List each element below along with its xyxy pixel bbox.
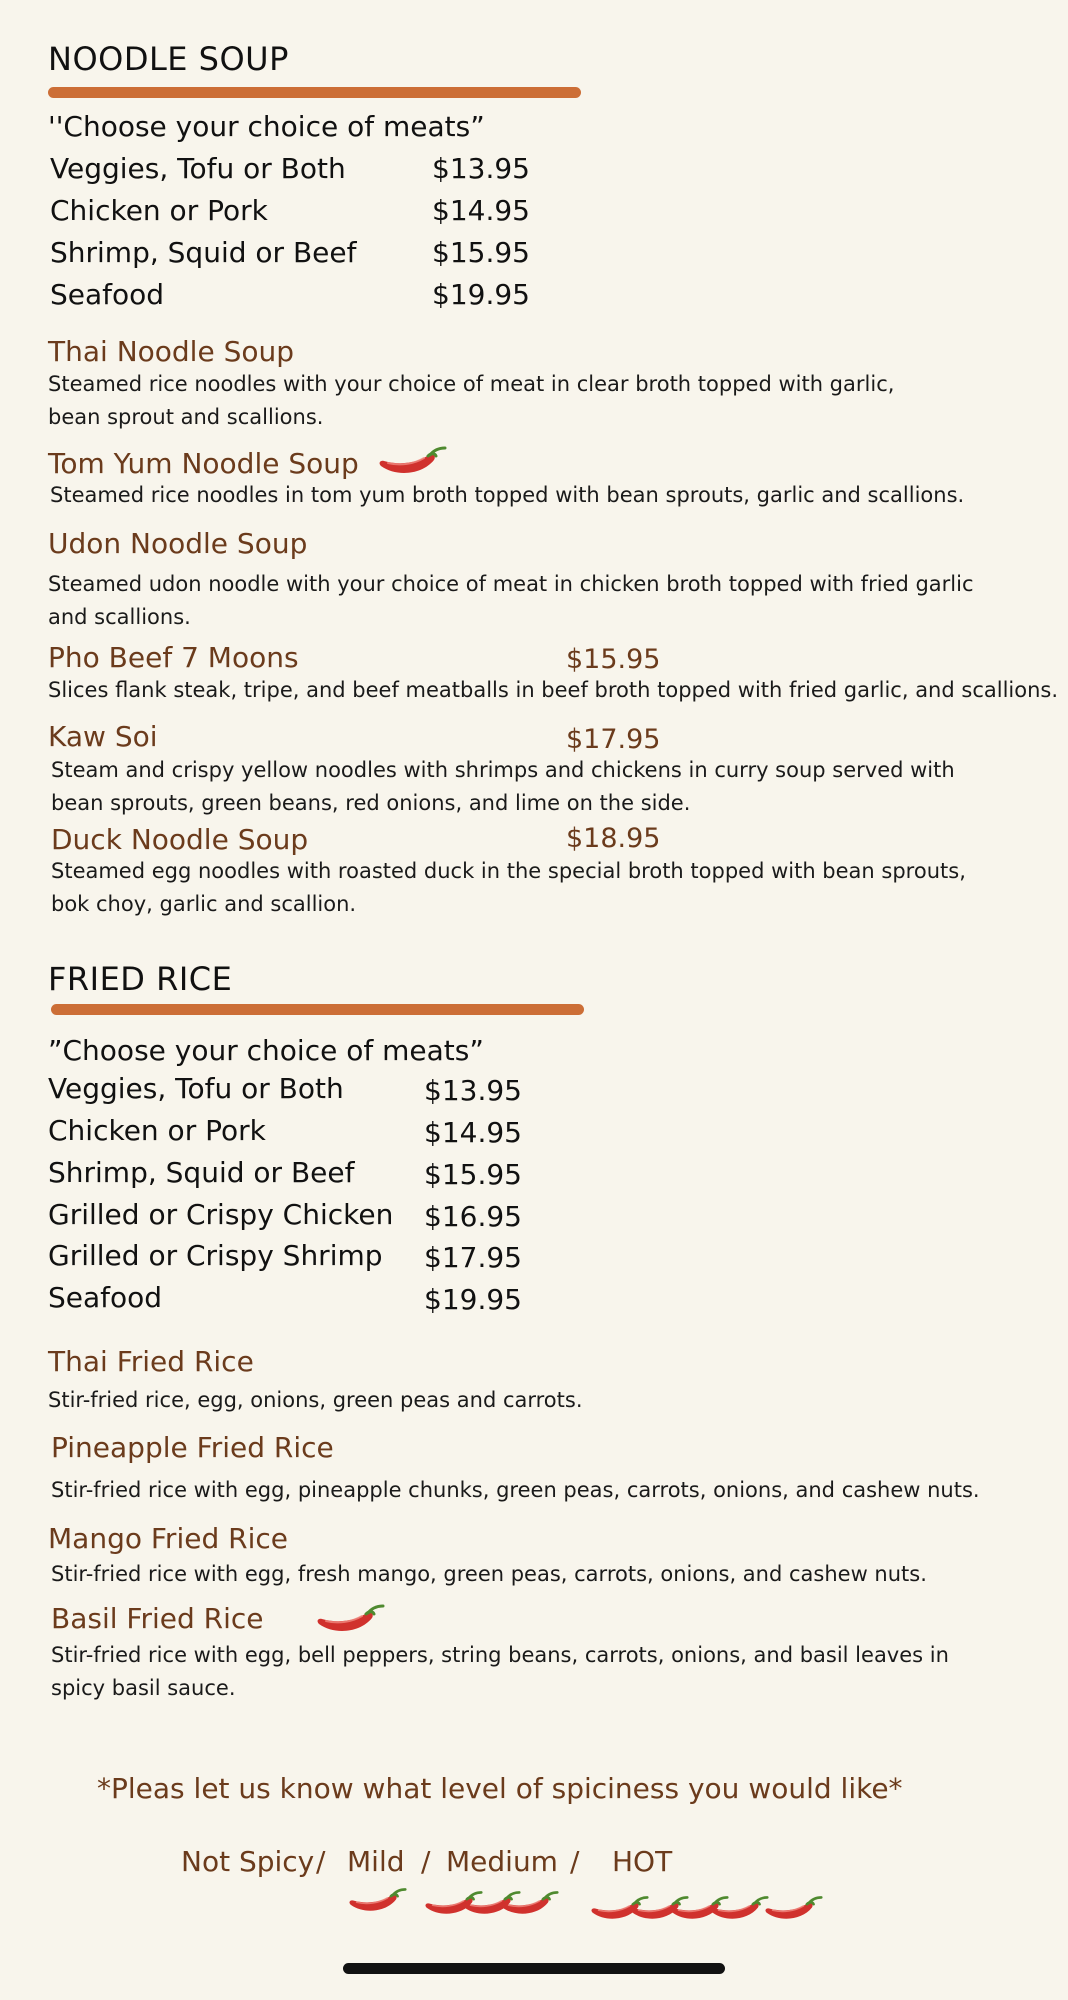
- dish-name-thai-noodle-soup: Thai Noodle Soup: [48, 335, 294, 368]
- meat-option-label: Veggies, Tofu or Both: [50, 152, 346, 185]
- chili-pepper-icon: [348, 1886, 408, 1915]
- meat-option-price: $19.95: [432, 278, 530, 311]
- meat-option-price: $17.95: [424, 1241, 522, 1274]
- home-indicator[interactable]: [343, 1963, 725, 1974]
- meat-option-price: $15.95: [424, 1158, 522, 1191]
- dish-price: $15.95: [566, 644, 661, 675]
- spice-level-separator: /: [570, 1845, 580, 1878]
- chili-pepper-icon: [316, 1602, 386, 1636]
- noodle-soup-section-title: NOODLE SOUP: [48, 40, 289, 78]
- dish-name-pho-beef-7-moons: Pho Beef 7 Moons: [48, 641, 299, 674]
- chili-pepper-icon: [500, 1889, 560, 1918]
- section-divider: [48, 87, 581, 98]
- meat-option-label: Shrimp, Squid or Beef: [48, 1156, 355, 1189]
- meat-option-price: $13.95: [424, 1074, 522, 1107]
- noodle-soup-intro: ''Choose your choice of meats”: [48, 110, 485, 143]
- dish-description: Steamed rice noodles in tom yum broth topped with bean sprouts, garlic and scallions.: [50, 483, 965, 507]
- chili-pepper-icon: [710, 1894, 770, 1923]
- dish-name-basil-fried-rice: Basil Fried Rice: [51, 1602, 264, 1635]
- chili-pepper-icon: [378, 444, 448, 478]
- dish-description: Stir-fried rice, egg, onions, green peas and carrots.: [48, 1388, 583, 1412]
- meat-option-label: Chicken or Pork: [50, 194, 268, 227]
- dish-name-pineapple-fried-rice: Pineapple Fried Rice: [51, 1431, 334, 1464]
- spice-level-not-spicy: Not Spicy: [181, 1845, 315, 1878]
- fried-rice-intro: ”Choose your choice of meats”: [48, 1034, 484, 1067]
- dish-price: $17.95: [566, 724, 661, 755]
- meat-option-price: $19.95: [424, 1283, 522, 1316]
- meat-option-price: $14.95: [424, 1116, 522, 1149]
- meat-option-label: Chicken or Pork: [48, 1114, 266, 1147]
- dish-name-mango-fried-rice: Mango Fried Rice: [48, 1522, 288, 1555]
- spiciness-note: *Pleas let us know what level of spiciness you would like*: [97, 1772, 903, 1805]
- dish-description: Steamed egg noodles with roasted duck in the special broth topped with bean sprouts, bok choy, garlic and scallion.: [51, 859, 966, 916]
- dish-name-udon-noodle-soup: Udon Noodle Soup: [48, 527, 308, 560]
- meat-option-label: Shrimp, Squid or Beef: [50, 236, 357, 269]
- dish-description: Slices flank steak, tripe, and beef meatballs in beef broth topped with fried garlic, and scallions.: [48, 678, 1059, 702]
- spice-level-mild: Mild: [347, 1845, 405, 1878]
- dish-description: Stir-fried rice with egg, pineapple chunks, green peas, carrots, onions, and cashew nuts.: [51, 1478, 980, 1502]
- meat-option-price: $16.95: [424, 1200, 522, 1233]
- meat-option-label: Veggies, Tofu or Both: [48, 1072, 344, 1105]
- fried-rice-section-title: FRIED RICE: [48, 960, 233, 998]
- section-divider: [51, 1004, 584, 1015]
- meat-option-price: $13.95: [432, 152, 530, 185]
- spice-level-medium: Medium: [446, 1845, 558, 1878]
- chili-pepper-icon: [764, 1894, 824, 1923]
- dish-description: Steamed rice noodles with your choice of meat in clear broth topped with garlic, bean sprout and scallions.: [48, 372, 895, 429]
- meat-option-label: Seafood: [50, 278, 165, 311]
- spice-level-separator: /: [421, 1845, 431, 1878]
- dish-description: Steamed udon noodle with your choice of meat in chicken broth topped with fried garlic and scallions.: [48, 572, 974, 629]
- dish-description: Steam and crispy yellow noodles with shrimps and chickens in curry soup served with bean sprouts, green beans, red onions, and lime on the side.: [51, 758, 955, 815]
- dish-name-thai-fried-rice: Thai Fried Rice: [48, 1345, 254, 1378]
- meat-option-label: Grilled or Crispy Chicken: [48, 1198, 394, 1231]
- dish-price: $18.95: [566, 823, 661, 854]
- dish-name-tom-yum-noodle-soup: Tom Yum Noodle Soup: [48, 447, 359, 480]
- dish-name-kaw-soi: Kaw Soi: [48, 720, 158, 753]
- dish-description: Stir-fried rice with egg, bell peppers, string beans, carrots, onions, and basil leaves in spicy basil sauce.: [51, 1643, 949, 1700]
- dish-name-duck-noodle-soup: Duck Noodle Soup: [51, 823, 309, 856]
- meat-option-label: Seafood: [48, 1281, 163, 1314]
- meat-option-price: $15.95: [432, 236, 530, 269]
- meat-option-price: $14.95: [432, 194, 530, 227]
- spice-level-hot: HOT: [612, 1845, 673, 1878]
- meat-option-label: Grilled or Crispy Shrimp: [48, 1239, 383, 1272]
- dish-description: Stir-fried rice with egg, fresh mango, green peas, carrots, onions, and cashew nuts.: [51, 1562, 927, 1586]
- spice-level-separator: /: [316, 1845, 326, 1878]
